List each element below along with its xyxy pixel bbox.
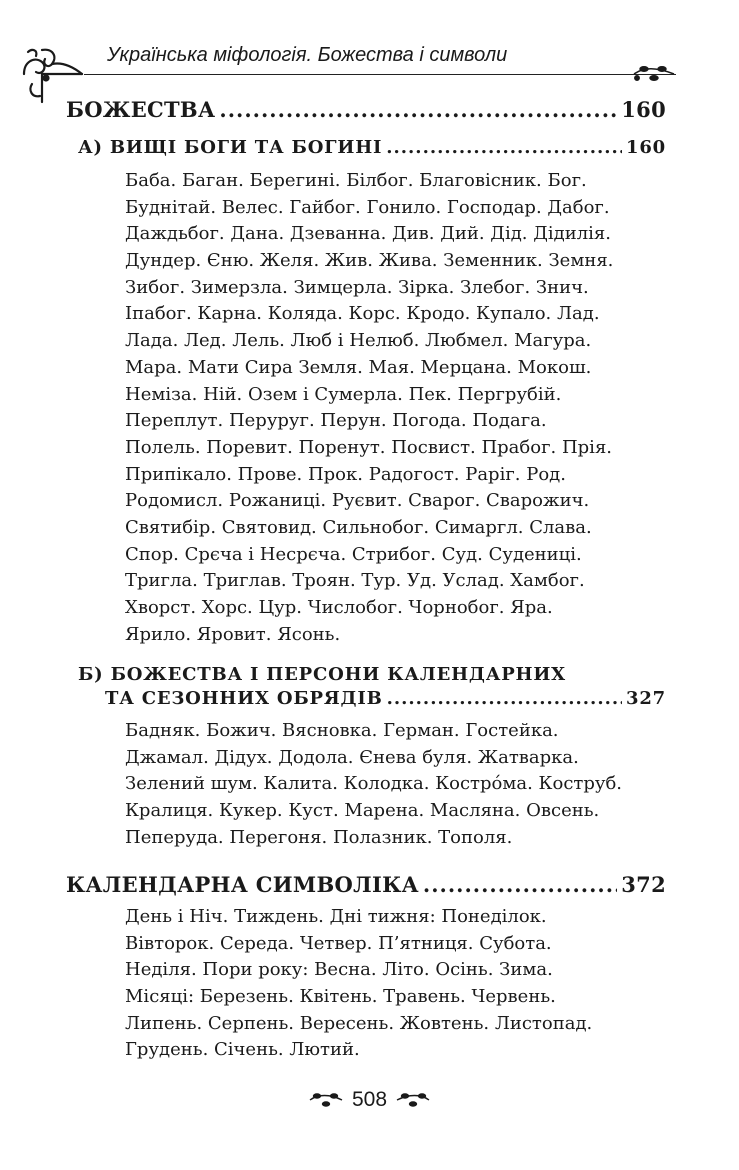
toc-entry-calendar-symbolism[interactable] bbox=[66, 872, 666, 897]
list-line: Дундер. Єню. Желя. Жив. Жива. Земенник. Земня. bbox=[125, 250, 614, 272]
list-line: День і Ніч. Тиждень. Дні тижня: Понеділок. bbox=[125, 906, 547, 927]
toc-entry-page: 327 bbox=[626, 688, 666, 709]
toc-entry-higher-gods[interactable] bbox=[78, 137, 666, 158]
list-line: Джамал. Дідух. Додола. Єнева буля. Жатварка. bbox=[125, 746, 579, 768]
toc-entry-deities[interactable] bbox=[66, 97, 666, 122]
list-line: Святибір. Святовид. Сильнобог. Симаргл. Слава. bbox=[125, 516, 592, 538]
vine-ornament-icon bbox=[632, 63, 676, 85]
list-line: Хворст. Хорс. Цур. Числобог. Чорнобог. Яра. bbox=[125, 597, 553, 618]
list-line: Спор. Срєча і Несрєча. Стрибог. Суд. Судениці. bbox=[125, 543, 582, 565]
list-line: Іпабог. Карна. Коляда. Корс. Кродо. Купало. Лад. bbox=[125, 303, 600, 325]
dot-leader bbox=[386, 137, 622, 158]
corner-ornament-icon bbox=[20, 44, 90, 104]
list-line: Припікало. Прове. Прок. Радогост. Раріг. Род. bbox=[125, 463, 566, 485]
list-line: Неділя. Пори року: Весна. Літо. Осінь. Зима. bbox=[125, 959, 553, 981]
dot-leader bbox=[387, 688, 622, 709]
toc-entry-page: 160 bbox=[626, 137, 666, 158]
list-line: Полель. Поревит. Поренут. Посвист. Прабог. Прія. bbox=[125, 436, 613, 458]
vine-ornament-icon bbox=[395, 1091, 431, 1109]
list-line: Лада. Лед. Лель. Люб і Нелюб. Любмел. Магура. bbox=[125, 330, 592, 352]
page-number: 508 bbox=[351, 1088, 388, 1111]
list-line: Переплут. Перуруг. Перун. Погода. Подага. bbox=[125, 410, 547, 432]
list-line: Баба. Баган. Берегині. Білбог. Благовісник. Бог. bbox=[125, 170, 587, 191]
page-footer bbox=[0, 1088, 739, 1112]
list-line: Кралиця. Кукер. Куст. Марена. Масляна. Овсень. bbox=[125, 800, 600, 822]
list-line: Тригла. Триглав. Троян. Тур. Уд. Услад. Хамбог. bbox=[125, 570, 585, 592]
list-line: Даждьбог. Дана. Дзеванна. Див. Дий. Дід. Дідилія. bbox=[125, 223, 611, 245]
list-line: Зибог. Зимерзла. Зимцерла. Зірка. Злебог. Знич. bbox=[125, 276, 589, 298]
list-line: Бадняк. Божич. Вясновка. Герман. Гостейка. bbox=[125, 720, 559, 741]
toc-entry-title: КАЛЕНДАРНА СИМВОЛІКА bbox=[66, 872, 419, 897]
header-rule bbox=[84, 74, 676, 75]
list-line: Мара. Мати Сира Земля. Мая. Мерцана. Мокош. bbox=[125, 356, 592, 378]
toc-entry-title: А) ВИЩІ БОГИ ТА БОГИНІ bbox=[78, 137, 383, 158]
header-title: Українська міфологія. Божества і символи bbox=[107, 44, 508, 66]
list-line: Пеперуда. Перегоня. Полазник. Тополя. bbox=[125, 826, 513, 848]
list-line: Буднітай. Велес. Гайбог. Гонило. Господар. Дабог. bbox=[125, 196, 610, 218]
toc-entry-calendar-deities-line1[interactable]: Б) БОЖЕСТВА І ПЕРСОНИ КАЛЕНДАРНИХ bbox=[78, 664, 566, 685]
list-line: Неміза. Ній. Озем і Сумерла. Пек. Пергрубій. bbox=[125, 383, 562, 405]
vine-ornament-icon bbox=[308, 1091, 344, 1109]
toc-entry-title: ТА СЕЗОННИХ ОБРЯДІВ bbox=[105, 688, 383, 709]
toc-entry-calendar-deities[interactable] bbox=[105, 688, 666, 709]
dot-leader bbox=[219, 97, 617, 122]
toc-entry-page: 372 bbox=[621, 872, 666, 897]
running-header bbox=[0, 0, 739, 110]
higher-gods-list bbox=[125, 168, 613, 648]
list-line: Ярило. Яровит. Ясонь. bbox=[125, 623, 341, 645]
dot-leader bbox=[423, 872, 617, 897]
list-line: Грудень. Січень. Лютий. bbox=[125, 1039, 360, 1061]
list-line: Вівторок. Середа. Четвер. П’ятниця. Субота. bbox=[125, 932, 552, 954]
toc-entry-page: 160 bbox=[621, 97, 666, 122]
list-line: Зелений шум. Калита. Колодка. Кострóма. Коструб. bbox=[125, 773, 623, 795]
toc-entry-title: БОЖЕСТВА bbox=[66, 97, 216, 122]
list-line: Липень. Серпень. Вересень. Жовтень. Листопад. bbox=[125, 1012, 593, 1034]
calendar-deities-list bbox=[125, 718, 622, 851]
calendar-symbolism-list bbox=[125, 904, 592, 1064]
list-line: Родомисл. Рожаниці. Руєвит. Сварог. Сварожич. bbox=[125, 490, 590, 512]
list-line: Місяці: Березень. Квітень. Травень. Червень. bbox=[125, 986, 556, 1008]
